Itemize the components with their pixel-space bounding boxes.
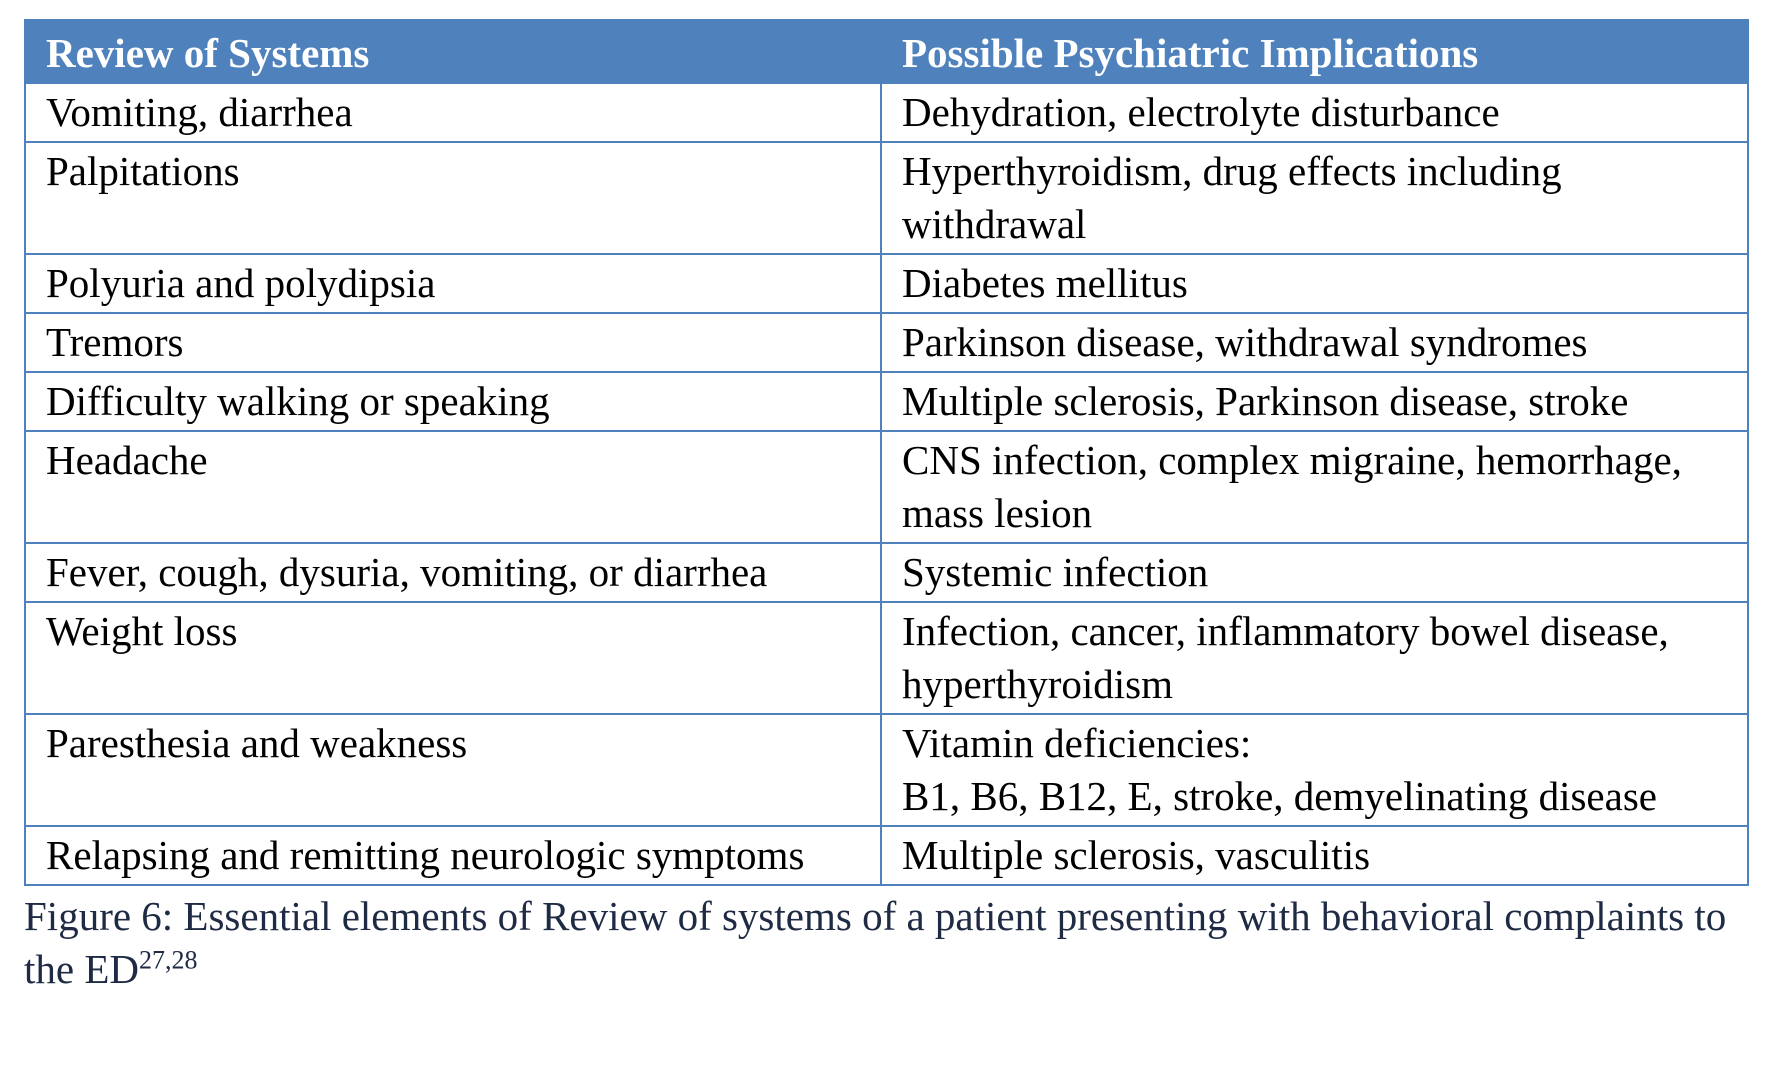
implication-cell — [881, 313, 1748, 372]
implication-line: Vitamin deficiencies: — [902, 720, 1252, 766]
implication-cell — [881, 372, 1748, 431]
system-cell: Relapsing and remitting neurologic symptoms — [25, 826, 881, 885]
document-page — [24, 19, 1747, 996]
caption-reference-superscript: 27,28 — [139, 945, 198, 975]
system-cell: Weight loss — [25, 602, 881, 714]
figure-caption — [24, 890, 1747, 996]
table-row — [25, 826, 1748, 885]
system-cell: Tremors — [25, 313, 881, 372]
implication-cell — [881, 826, 1748, 885]
table-row — [25, 714, 1748, 826]
implication-cell — [881, 543, 1748, 602]
implication-line: Multiple sclerosis, Parkinson disease, stroke — [902, 378, 1629, 424]
caption-text: Figure 6: Essential elements of Review of systems of a patient presenting with behavioral complaints to the ED — [24, 893, 1727, 992]
implication-cell — [881, 714, 1748, 826]
table-header-row — [25, 20, 1748, 83]
implication-line: CNS infection, complex migraine, hemorrhage, mass lesion — [902, 437, 1682, 536]
system-cell: Palpitations — [25, 142, 881, 254]
table-row — [25, 431, 1748, 543]
table-row — [25, 83, 1748, 142]
system-cell: Difficulty walking or speaking — [25, 372, 881, 431]
system-cell: Headache — [25, 431, 881, 543]
table-row — [25, 372, 1748, 431]
implication-line: Parkinson disease, withdrawal syndromes — [902, 319, 1588, 365]
implication-line: Systemic infection — [902, 549, 1209, 595]
table-row — [25, 543, 1748, 602]
table-row — [25, 254, 1748, 313]
table-row — [25, 313, 1748, 372]
implication-line: Dehydration, electrolyte disturbance — [902, 89, 1500, 135]
implication-cell — [881, 83, 1748, 142]
system-cell: Polyuria and polydipsia — [25, 254, 881, 313]
implication-line: Multiple sclerosis, vasculitis — [902, 832, 1371, 878]
implication-cell — [881, 142, 1748, 254]
header-psychiatric-implications: Possible Psychiatric Implications — [881, 20, 1748, 83]
implication-cell — [881, 602, 1748, 714]
implication-line: B1, B6, B12, E, stroke, demyelinating disease — [902, 773, 1657, 819]
table-row — [25, 602, 1748, 714]
implication-line: Diabetes mellitus — [902, 260, 1188, 306]
implication-line: Infection, cancer, inflammatory bowel disease, hyperthyroidism — [902, 608, 1669, 707]
system-cell: Fever, cough, dysuria, vomiting, or diarrhea — [25, 543, 881, 602]
implication-cell — [881, 431, 1748, 543]
review-of-systems-table — [24, 19, 1749, 886]
implication-line: Hyperthyroidism, drug effects including withdrawal — [902, 148, 1562, 247]
header-review-of-systems: Review of Systems — [25, 20, 881, 83]
system-cell: Vomiting, diarrhea — [25, 83, 881, 142]
system-cell: Paresthesia and weakness — [25, 714, 881, 826]
implication-cell — [881, 254, 1748, 313]
table-row — [25, 142, 1748, 254]
